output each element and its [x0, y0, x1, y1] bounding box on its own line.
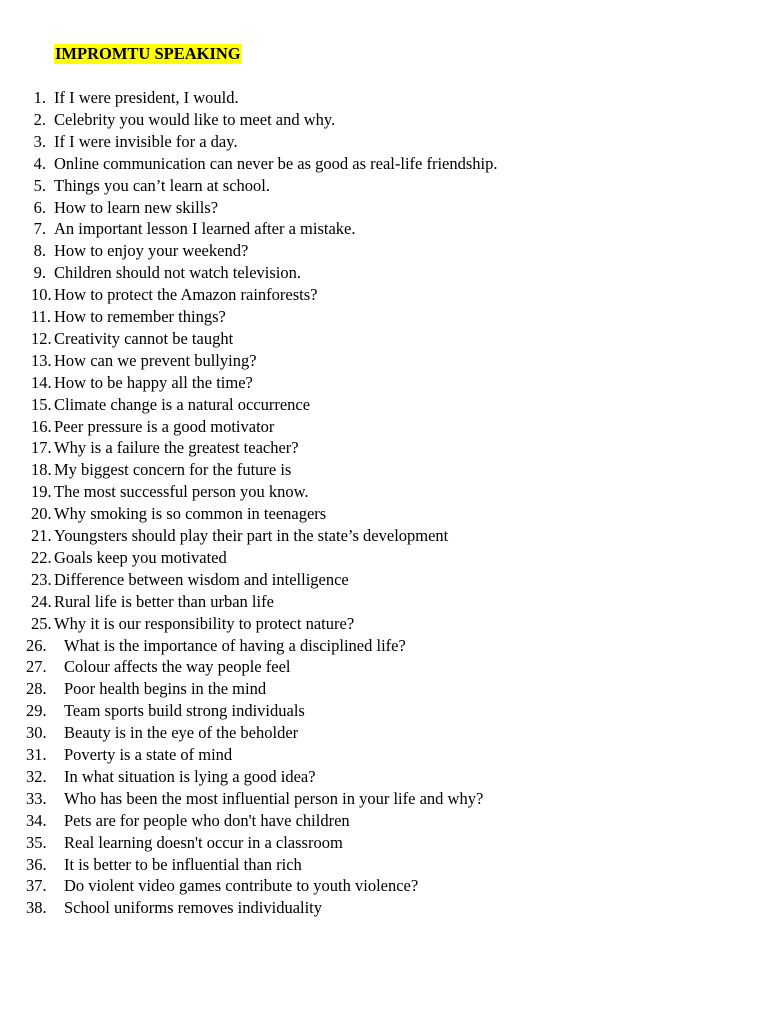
- topic-number: 12.: [31, 328, 52, 348]
- topic-text: It is better to be influential than rich: [64, 854, 302, 874]
- topic-number: 23.: [31, 569, 52, 589]
- topic-text: Peer pressure is a good motivator: [54, 416, 275, 436]
- document-title: IMPROMTU SPEAKING: [55, 44, 241, 63]
- topic-number: 11.: [31, 307, 52, 326]
- topic-number: 3.: [33, 131, 46, 151]
- topic-number: 29.: [26, 701, 47, 721]
- topic-number: 30.: [26, 723, 47, 743]
- topic-number: 20.: [31, 504, 52, 524]
- topic-text: Things you can’t learn at school.: [54, 175, 270, 195]
- topic-number: 35.: [26, 832, 47, 852]
- topic-number: 36.: [26, 854, 47, 874]
- topic-text: Beauty is in the eye of the beholder: [64, 723, 299, 743]
- topic-number: 19.: [31, 482, 52, 502]
- topic-number: 24.: [31, 591, 52, 611]
- topic-number: 9.: [33, 263, 46, 283]
- topic-text: How to protect the Amazon rainforests?: [54, 285, 318, 305]
- topic-number: 27.: [26, 657, 47, 677]
- topic-text: How to learn new skills?: [54, 197, 219, 217]
- topic-number: 21.: [31, 526, 52, 545]
- topic-text: Rural life is better than urban life: [54, 591, 274, 611]
- topic-text: Creativity cannot be taught: [54, 328, 234, 348]
- topic-number: 33.: [26, 788, 47, 808]
- topic-number: 4.: [33, 153, 46, 173]
- topic-text: An important lesson I learned after a mistake.: [54, 219, 356, 239]
- topic-text: Why is a failure the greatest teacher?: [54, 438, 299, 458]
- topic-text: Online communication can never be as good as real-life friendship.: [54, 153, 498, 173]
- topic-text: The most successful person you know.: [54, 482, 309, 502]
- topic-number: 1.: [33, 88, 46, 107]
- topic-number: 5.: [33, 175, 46, 195]
- topic-text: My biggest concern for the future is: [54, 460, 292, 480]
- topic-text: In what situation is lying a good idea?: [64, 766, 316, 786]
- topic-number: 38.: [26, 898, 47, 918]
- topic-text: How to enjoy your weekend?: [54, 241, 249, 261]
- topic-text: Poor health begins in the mind: [64, 679, 267, 699]
- topic-text: Climate change is a natural occurrence: [54, 394, 311, 414]
- topic-number: 25.: [31, 613, 52, 633]
- topic-text: Colour affects the way people feel: [64, 657, 291, 677]
- topic-text: Youngsters should play their part in the state’s development: [54, 526, 449, 545]
- topic-number: 14.: [31, 372, 52, 392]
- topic-number: 7.: [33, 219, 46, 239]
- topic-number: 28.: [26, 679, 47, 699]
- topic-number: 2.: [33, 109, 46, 129]
- topic-number: 10.: [31, 285, 52, 305]
- topic-text: Do violent video games contribute to youth violence?: [64, 876, 419, 896]
- topic-number: 32.: [26, 766, 47, 786]
- topic-text: Who has been the most influential person in your life and why?: [64, 788, 484, 808]
- topic-text: Poverty is a state of mind: [64, 745, 233, 764]
- topic-text: Children should not watch television.: [54, 263, 302, 283]
- topic-number: 13.: [31, 350, 52, 370]
- topic-text: How to remember things?: [54, 307, 226, 326]
- topic-number: 31.: [26, 745, 47, 764]
- topic-text: How can we prevent bullying?: [54, 350, 257, 370]
- topic-number: 26.: [26, 635, 47, 655]
- topic-text: Difference between wisdom and intelligence: [54, 569, 349, 589]
- topic-text: Why smoking is so common in teenagers: [54, 504, 327, 524]
- topic-text: Goals keep you motivated: [54, 547, 227, 567]
- topic-text: Team sports build strong individuals: [64, 701, 305, 721]
- topic-text: How to be happy all the time?: [54, 372, 253, 392]
- topic-text: Celebrity you would like to meet and why.: [54, 109, 336, 129]
- topic-text: If I were president, I would.: [54, 88, 239, 107]
- topic-number: 16.: [31, 416, 52, 436]
- topic-number: 8.: [33, 241, 46, 261]
- topic-text: Real learning doesn't occur in a classroom: [64, 832, 343, 852]
- topic-number: 6.: [33, 197, 46, 217]
- topic-text: If I were invisible for a day.: [54, 131, 238, 151]
- topic-number: 22.: [31, 547, 52, 567]
- topic-text: Why it is our responsibility to protect nature?: [54, 613, 355, 633]
- topic-number: 18.: [31, 460, 52, 480]
- topic-text: Pets are for people who don't have children: [64, 810, 350, 830]
- topic-text: School uniforms removes individuality: [64, 898, 323, 918]
- topic-number: 37.: [26, 876, 47, 896]
- topic-text: What is the importance of having a disciplined life?: [64, 635, 406, 655]
- topic-number: 17.: [31, 438, 52, 458]
- topic-number: 34.: [26, 810, 47, 830]
- topic-number: 15.: [31, 394, 52, 414]
